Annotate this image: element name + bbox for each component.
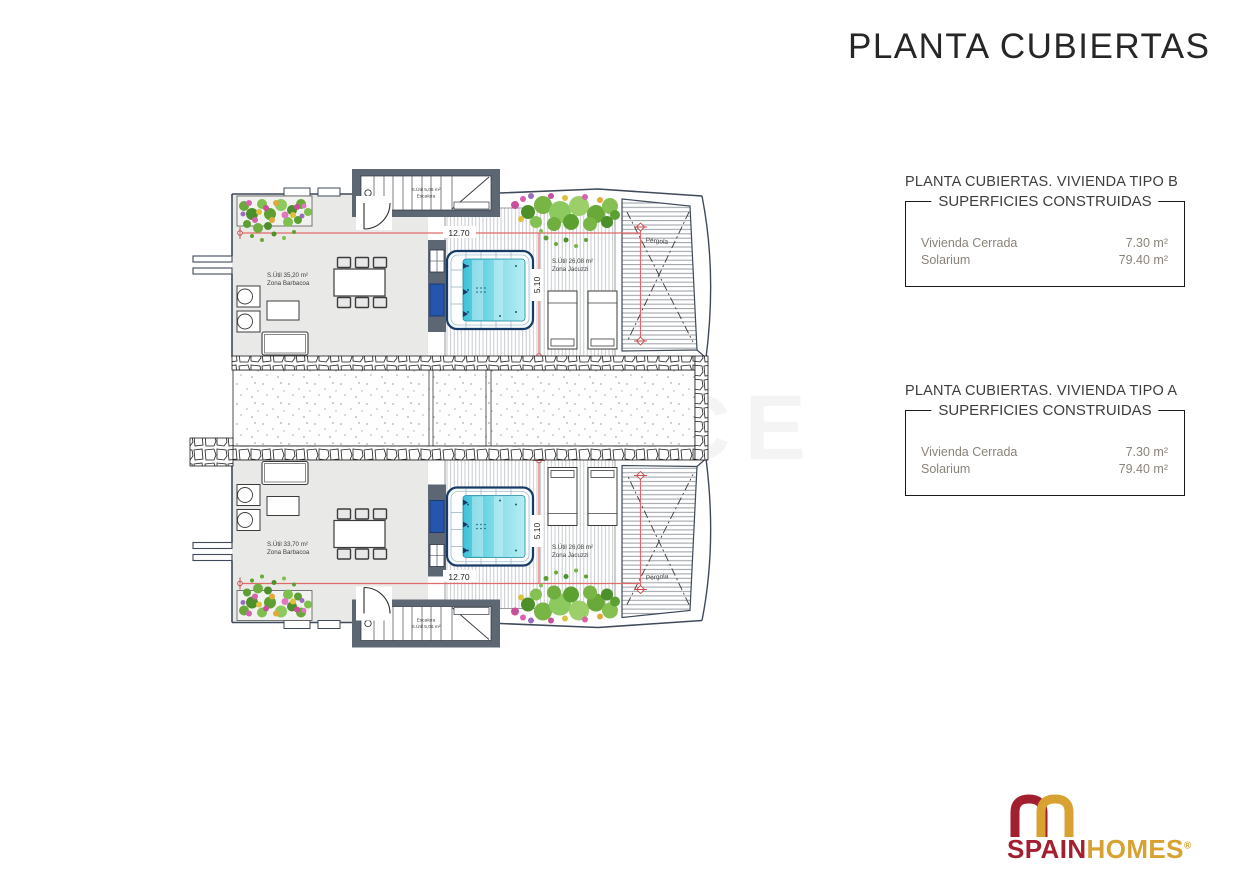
zone-label: Escalera [416, 618, 436, 624]
spainhomes-logo [1003, 790, 1218, 865]
surface-value: 7.30 m² [1125, 236, 1168, 250]
pergola-label: Pérgola [645, 237, 669, 246]
surface-value: 79.40 m² [1118, 252, 1168, 267]
info-box-frame [905, 402, 1185, 496]
info-box-title: SUPERFICIES CONSTRUIDAS [931, 402, 1158, 419]
zone-label: Zona Barbacoa [267, 549, 310, 556]
surface-value: 79.40 m² [1118, 461, 1168, 476]
surface-label: Vivienda Cerrada [921, 236, 1018, 250]
area-label: S.Útil 5,06 m² [411, 625, 441, 630]
stone-block [190, 438, 233, 466]
registered-mark: ® [1183, 840, 1192, 852]
info-box-frame [905, 193, 1185, 287]
info-box-heading: PLANTA CUBIERTAS. VIVIENDA TIPO A [905, 383, 1178, 399]
area-label: S.Útil 33,70 m² [267, 541, 308, 548]
info-box-title: SUPERFICIES CONSTRUIDAS [931, 193, 1158, 210]
area-label: S.Útil 26,08 m² [552, 258, 593, 265]
surface-row [921, 461, 1168, 478]
stone-wall-end [695, 356, 708, 460]
zone-label: Zona Jacuzzi [552, 552, 589, 559]
surface-label: Solarium [921, 461, 971, 476]
dimension-label: 12.70 [448, 228, 470, 238]
surface-label: Vivienda Cerrada [921, 445, 1018, 459]
logo-text-homes: HOMES [1086, 834, 1184, 864]
area-label: S.Útil 35,20 m² [267, 272, 308, 279]
logo-text-spain: SPAIN [1007, 834, 1087, 864]
gravel-path [233, 370, 695, 446]
zone-label: Zona Jacuzzi [552, 266, 589, 273]
stone-wall [232, 356, 695, 370]
dimension-label: 5.10 [532, 276, 542, 294]
surface-row [921, 235, 1168, 252]
central-path [190, 356, 708, 466]
page-title: PLANTA CUBIERTAS [848, 27, 1211, 66]
surface-table-tipo-b [905, 174, 1185, 287]
info-box-heading: PLANTA CUBIERTAS. VIVIENDA TIPO B [905, 174, 1179, 190]
zone-label: Zona Barbacoa [267, 280, 310, 287]
surface-table-tipo-a [905, 383, 1185, 496]
zone-label: Escalera [416, 194, 436, 200]
stone-wall [215, 446, 695, 460]
area-label: S.Útil 5,06 m² [411, 188, 441, 193]
dimension-label: 5.10 [532, 522, 542, 540]
surface-value: 7.30 m² [1125, 445, 1168, 459]
unit-top [193, 169, 711, 358]
surface-row [921, 252, 1168, 269]
pergola-label: Pérgola [645, 573, 669, 582]
floor-plan-drawing [185, 155, 765, 665]
surface-label: Solarium [921, 252, 971, 267]
area-label: S.Útil 26,08 m² [552, 544, 593, 551]
logo-wordmark [1007, 834, 1192, 865]
dimension-label: 12.70 [448, 572, 470, 582]
surface-row [921, 444, 1168, 461]
